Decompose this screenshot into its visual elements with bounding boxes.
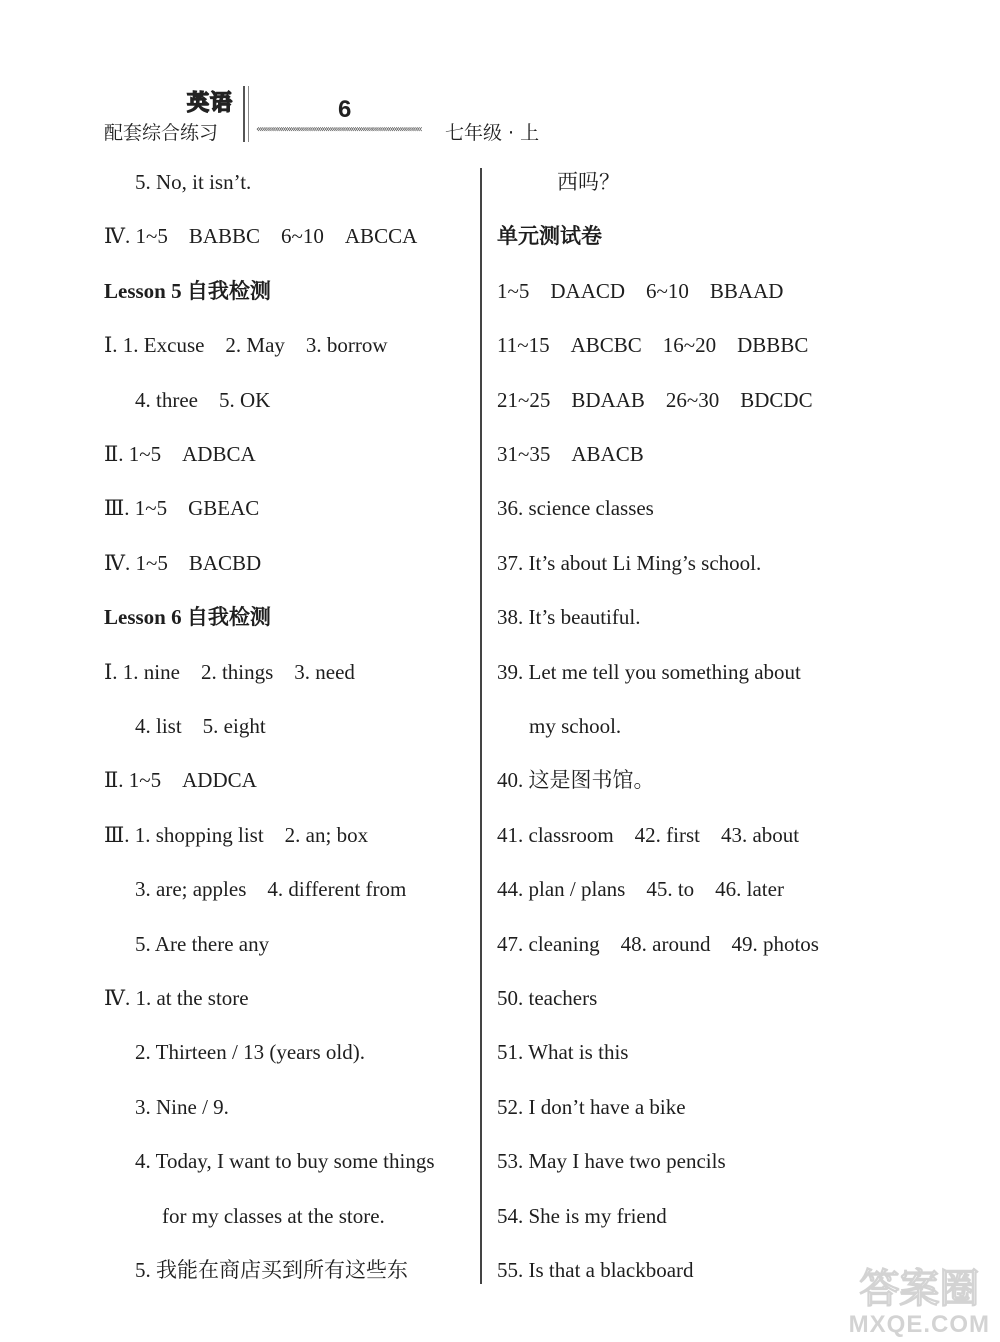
answer-line: 4. list 5. eight (135, 714, 266, 738)
answer-line: 11~15 ABCBC 16~20 DBBBC (497, 333, 809, 357)
answer-line: Ⅲ. 1~5 GBEAC (104, 496, 260, 520)
heading-cn: 自我检测 (186, 279, 271, 303)
answer-line: Ⅰ. 1. nine 2. things 3. need (104, 660, 355, 684)
answer-line: Ⅳ. 1. at the store (104, 986, 249, 1010)
answer-line: 39. Let me tell you something about (497, 660, 801, 684)
subject-title: 英语 (187, 91, 234, 116)
watermark-logo (849, 1266, 990, 1338)
column-divider (480, 168, 482, 1284)
answer-line: 55. Is that a blackboard (497, 1258, 694, 1282)
answer-line: 53. May I have two pencils (497, 1149, 726, 1173)
answer-line: 2. Thirteen / 13 (years old). (135, 1040, 365, 1064)
answer-line: Ⅳ. 1~5 BACBD (104, 551, 262, 575)
heading-cn: 自我检测 (186, 605, 271, 629)
answer-line: 47. cleaning 48. around 49. photos (497, 932, 819, 956)
answer-line: Ⅱ. 1~5 ADBCA (104, 442, 256, 466)
page-number: 6 (338, 96, 352, 123)
section-heading (497, 222, 602, 250)
section-heading (104, 277, 271, 305)
answer-line: 3. are; apples 4. different from (135, 877, 407, 901)
answer-line: Ⅱ. 1~5 ADDCA (104, 768, 257, 792)
series-title: 配套综合练习 (104, 122, 219, 144)
answer-line: 4. three 5. OK (135, 388, 271, 412)
watermark-url: MXQE.COM (848, 1311, 990, 1338)
grade-label: 七年级 · 上 (445, 122, 540, 144)
answer-line: 37. It’s about Li Ming’s school. (497, 551, 762, 575)
answer-line: 5. Are there any (135, 932, 270, 956)
watermark-title: 答案圈 (859, 1266, 980, 1312)
answer-line: 51. What is this (497, 1040, 629, 1064)
answer-line: 38. It’s beautiful. (497, 605, 641, 629)
chevron-decoration: «««««««««««««««««««««««««««««««««««««««« (256, 124, 421, 135)
answer-line: 52. I don’t have a bike (497, 1095, 686, 1119)
answer-line: Ⅳ. 1~5 BABBC 6~10 ABCCA (104, 224, 418, 248)
answer-line: 5. No, it isn’t. (135, 170, 252, 194)
heading-cn: 单元测试卷 (497, 224, 602, 248)
answer-line: 西吗？ (557, 170, 620, 194)
answer-line: 36. science classes (497, 496, 654, 520)
answer-line: 5. 我能在商店买到所有这些东 (135, 1258, 408, 1282)
answer-line: 40. 这是图书馆。 (497, 768, 655, 792)
header-divider (243, 86, 245, 142)
answer-line: Ⅲ. 1. shopping list 2. an; box (104, 823, 369, 847)
answer-line: Ⅰ. 1. Excuse 2. May 3. borrow (104, 333, 388, 357)
answer-line: 50. teachers (497, 986, 598, 1010)
answer-line: 1~5 DAACD 6~10 BBAAD (497, 279, 784, 303)
answer-line: 54. She is my friend (497, 1204, 667, 1228)
answer-line: 4. Today, I want to buy some things (135, 1149, 435, 1173)
heading-en: Lesson 5 (104, 279, 187, 303)
answer-line: 21~25 BDAAB 26~30 BDCDC (497, 388, 813, 412)
header-divider-thin (248, 86, 249, 142)
section-heading (104, 603, 271, 631)
answer-line: my school. (529, 714, 622, 738)
answer-line: 3. Nine / 9. (135, 1095, 229, 1119)
heading-en: Lesson 6 (104, 605, 187, 629)
answer-line: for my classes at the store. (162, 1204, 385, 1228)
answer-line: 31~35 ABACB (497, 442, 644, 466)
answer-line: 41. classroom 42. first 43. about (497, 823, 800, 847)
answer-line: 44. plan / plans 45. to 46. later (497, 877, 784, 901)
